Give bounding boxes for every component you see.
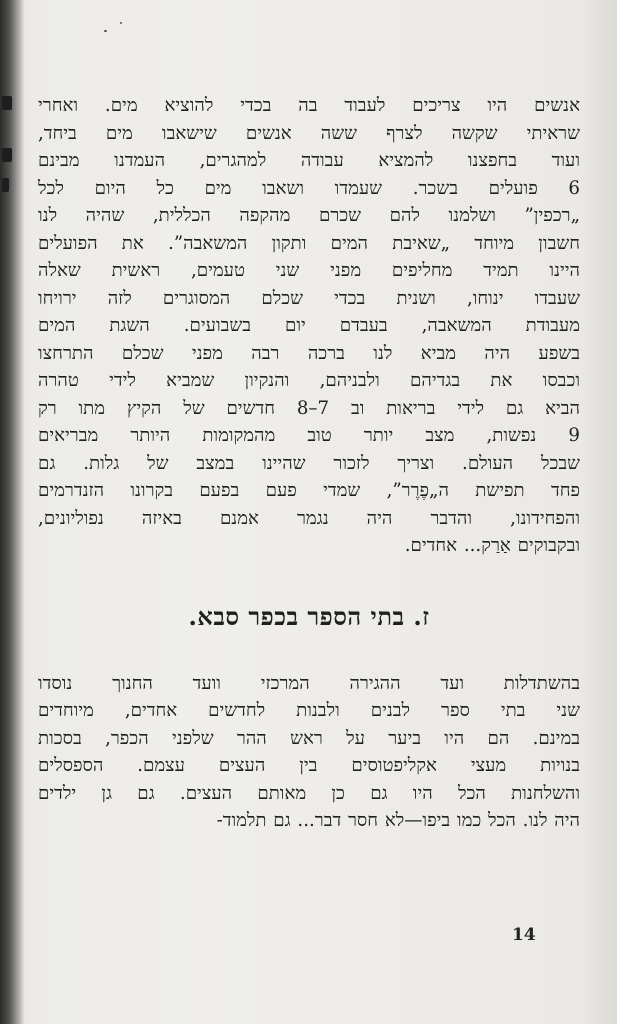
text-line: „רכפין” ושלמנו להם שכרם מהקפה הכללית, שהיה לנו [38, 205, 580, 226]
text-line: בהשתדלות ועד ההגירה המרכזי וועד החנוך נוסדו [38, 672, 580, 694]
text-line: ועוד בחפצנו להמציא עבודה למהגרים, העמדנו מבינם [38, 150, 580, 171]
paper-speck [120, 22, 122, 24]
page-text-block [38, 92, 580, 835]
binding-mark [2, 178, 9, 192]
text-line: היינו תמיד מחליפים מפני שני טעמים, ראשית שאלה [38, 260, 580, 281]
text-line: חשבון מיוחד „שאיבת המים ותקון המשאבה”. את הפועלים [38, 232, 580, 254]
text-line: והפחידונו, והדבר היה נגמר אמנם באיזה נפוליונים, [38, 507, 580, 529]
text-line: בשפע היה מביא לנו ברכה רבה מפני שכלם התרחצו [38, 342, 580, 364]
text-line: בנויות מעצי אקליפטוסים בין העצים עצמם. הספסלים [38, 755, 580, 776]
text-line: היה לנו. הכל כמו ביפו—לא חסר דבר... גם תלמוד- [216, 810, 580, 831]
text-line: וכבסו את בגדיהם ולבניהם, והנקיון שמביא לידי טהרה [38, 370, 580, 391]
page-number: 14 [512, 925, 536, 945]
paragraph-schools [38, 670, 580, 835]
text-line: ובקבוקים אַרַק... אחדים. [404, 535, 580, 556]
text-line: שעבדו ינוחו, ושנית בכדי שכלם המסוגרים לזה ירויחו [38, 287, 580, 309]
text-line: 6 פועלים בשכר. שעמדו ושאבו מים כל היום לכל [38, 177, 580, 199]
paragraph-water-pump [38, 92, 580, 560]
text-line: והשלחנות הכל היו גם כן מאותם העצים. גם גן ילדים [38, 782, 580, 804]
text-line: שראיתי שקשה לצרף ששה אנשים שישאבו מים ביחד, [38, 122, 580, 144]
binding-mark [2, 96, 12, 110]
text-line: במינם. הם היו ביער על ראש ההר שלפני הכפר, בסכות [38, 727, 580, 749]
section-heading: ז. בתי הספר בכפר סבא. [188, 601, 430, 631]
text-line: מעבודת המשאבה, בעבדם יום בשבועים. השגת המים [38, 315, 580, 336]
text-line: שני בתי ספר לבנים ולבנות לחדשים אחדים, מיוחדים [38, 700, 580, 721]
paper-speck [104, 30, 107, 32]
book-binding-edge [0, 0, 24, 1024]
text-line: פחד תפישת ה„פֶרֶר”, שמדי פעם בפעם בקרונו הזנדרמים [38, 480, 580, 501]
text-line: הביא גם לידי בריאות וב 7–8 חדשים של הקיץ מתו רק [38, 397, 580, 419]
binding-mark [2, 148, 12, 162]
text-line: שבכל העולם. וצריך לזכור שהיינו במצב של גלות. גם [38, 452, 580, 474]
text-line: אנשים היו צריכים לעבוד בה בכדי להוציא מים. ואחרי [38, 95, 580, 116]
text-line: 9 נפשות, מצב יותר טוב מהמקומות היותר מבריאים [38, 425, 580, 446]
